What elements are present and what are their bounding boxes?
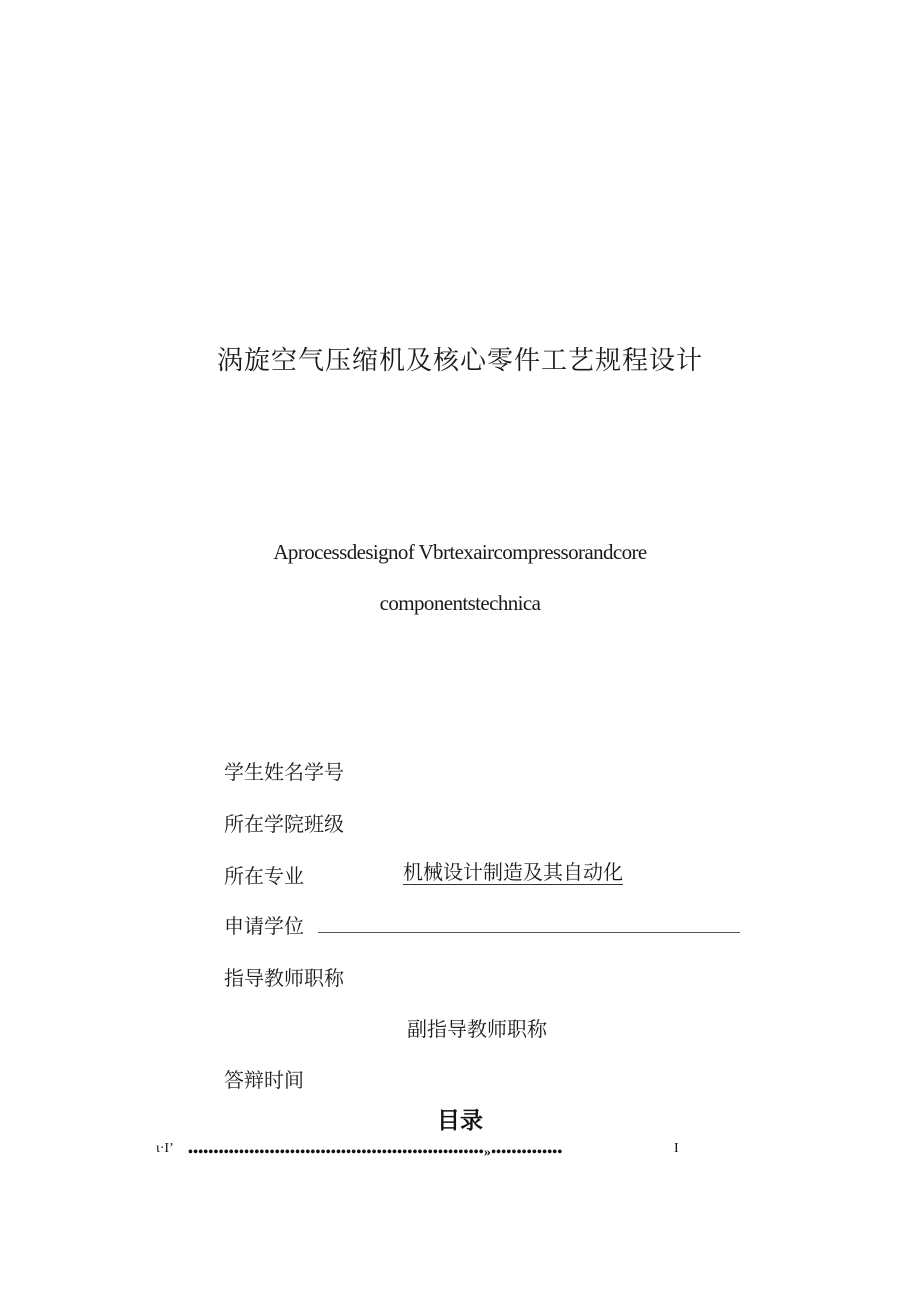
co-advisor-title-label: 副指导教师职称 <box>407 1017 547 1041</box>
advisor-title-label: 指导教师职称 <box>224 966 344 990</box>
thesis-title-english-line2: componentstechnica <box>379 591 541 615</box>
major-label: 所在专业 <box>224 864 304 888</box>
thesis-title-chinese: 涡旋空气压缩机及核心零件工艺规程设计 <box>216 346 703 376</box>
major-value: 机械设计制造及其自动化 <box>403 860 623 884</box>
college-class-label: 所在学院班级 <box>224 812 344 836</box>
student-name-id-label: 学生姓名学号 <box>224 760 344 784</box>
toc-entry-leader-dots: ••••••••••••••••••••••••••••••••••••••••••••••••••••••••••»•••••••••••••• <box>188 1145 563 1160</box>
degree-underline <box>318 932 740 933</box>
degree-label: 申请学位 <box>224 914 304 938</box>
defense-time-label: 答辩时间 <box>224 1068 304 1092</box>
toc-entry-page-number: I <box>674 1141 679 1156</box>
toc-entry-prefix: ι·Ι’ <box>156 1141 174 1156</box>
toc-heading: 目录 <box>437 1108 483 1134</box>
thesis-title-english-line1: Aprocessdesignof Vbrtexaircompressorandcore <box>273 540 647 564</box>
